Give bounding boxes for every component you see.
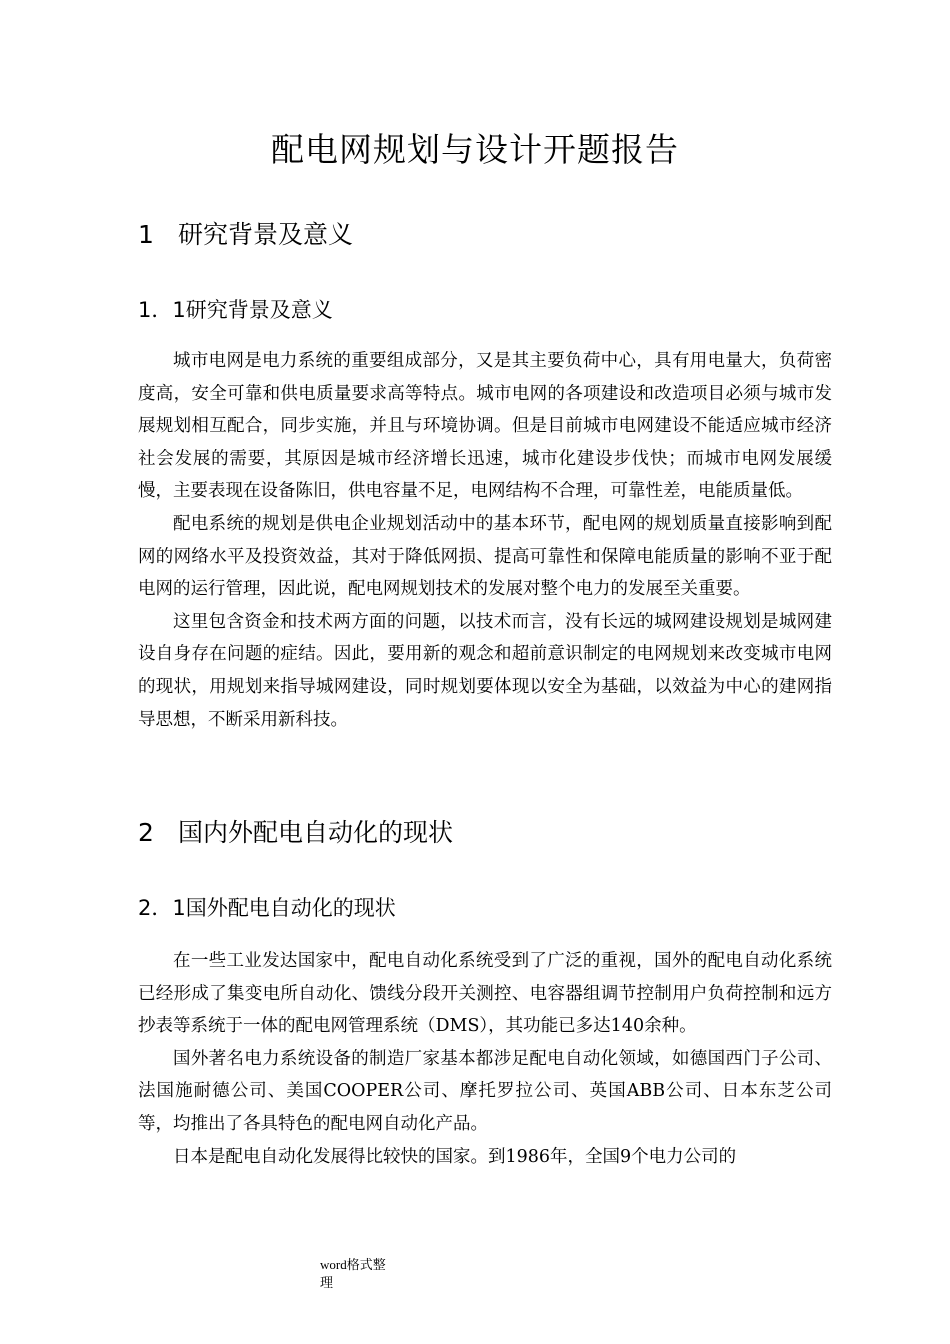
document-title: 配电网规划与设计开题报告 [271, 130, 679, 169]
page-footer: word格式整理 [320, 1257, 386, 1290]
section-title: 国内外配电自动化的现状 [178, 818, 454, 847]
section-number: 1 [138, 220, 154, 249]
paragraph: 在一些工业发达国家中，配电自动化系统受到了广泛的重视，国外的配电自动化系统已经形成了集变电所自动化、馈线分段开关测控、电容器组调节控制用户负荷控制和远方抄表等系统于一体的配电网管理系统（DMS），其功能已多达140余种。 [138, 951, 832, 1037]
section-1-1-body [138, 345, 832, 736]
paragraph: 配电系统的规划是供电企业规划活动中的基本环节，配电网的规划质量直接影响到配网的网络水平及投资效益，其对于降低网损、提高可靠性和保障电能质量的影响不亚于配电网的运行管理，因此说，配电网规划技术的发展对整个电力的发展至关重要。 [138, 513, 832, 600]
subsection-heading-2-1: 2．1国外配电自动化的现状 [138, 896, 396, 920]
section-2-1-body [138, 945, 832, 1173]
section-heading-1 [138, 218, 353, 252]
paragraph: 这里包含资金和技术两方面的问题，以技术而言，没有长远的城网建设规划是城网建设自身存在问题的症结。因此，要用新的观念和超前意识制定的电网规划来改变城市电网的现状，用规划来指导城网建设，同时规划要体现以安全为基础，以效益为中心的建网指导思想，不断采用新科技。 [138, 611, 832, 730]
section-heading-2 [138, 816, 453, 850]
section-number: 2 [138, 818, 154, 847]
paragraph: 国外著名电力系统设备的制造厂家基本都涉足配电自动化领域，如德国西门子公司、法国施耐德公司、美国COOPER公司、摩托罗拉公司、英国ABB公司、日本东芝公司等，均推出了各具特色的配电网自动化产品。 [138, 1048, 832, 1134]
paragraph: 日本是配电自动化发展得比较快的国家。到1986年，全国9个电力公司的 [173, 1146, 737, 1167]
subsection-heading-1-1: 1．1研究背景及意义 [138, 298, 333, 322]
paragraph: 城市电网是电力系统的重要组成部分，又是其主要负荷中心，具有用电量大，负荷密度高，安全可靠和供电质量要求高等特点。城市电网的各项建设和改造项目必须与城市发展规划相互配合，同步实施，并且与环境协调。但是目前城市电网建设不能适应城市经济社会发展的需要，其原因是城市经济增长迅速，城市化建设步伐快；而城市电网发展缓慢，主要表现在设备陈旧，供电容量不足，电网结构不合理，可靠性差，电能质量低。 [138, 351, 832, 502]
section-title: 研究背景及意义 [178, 220, 354, 249]
